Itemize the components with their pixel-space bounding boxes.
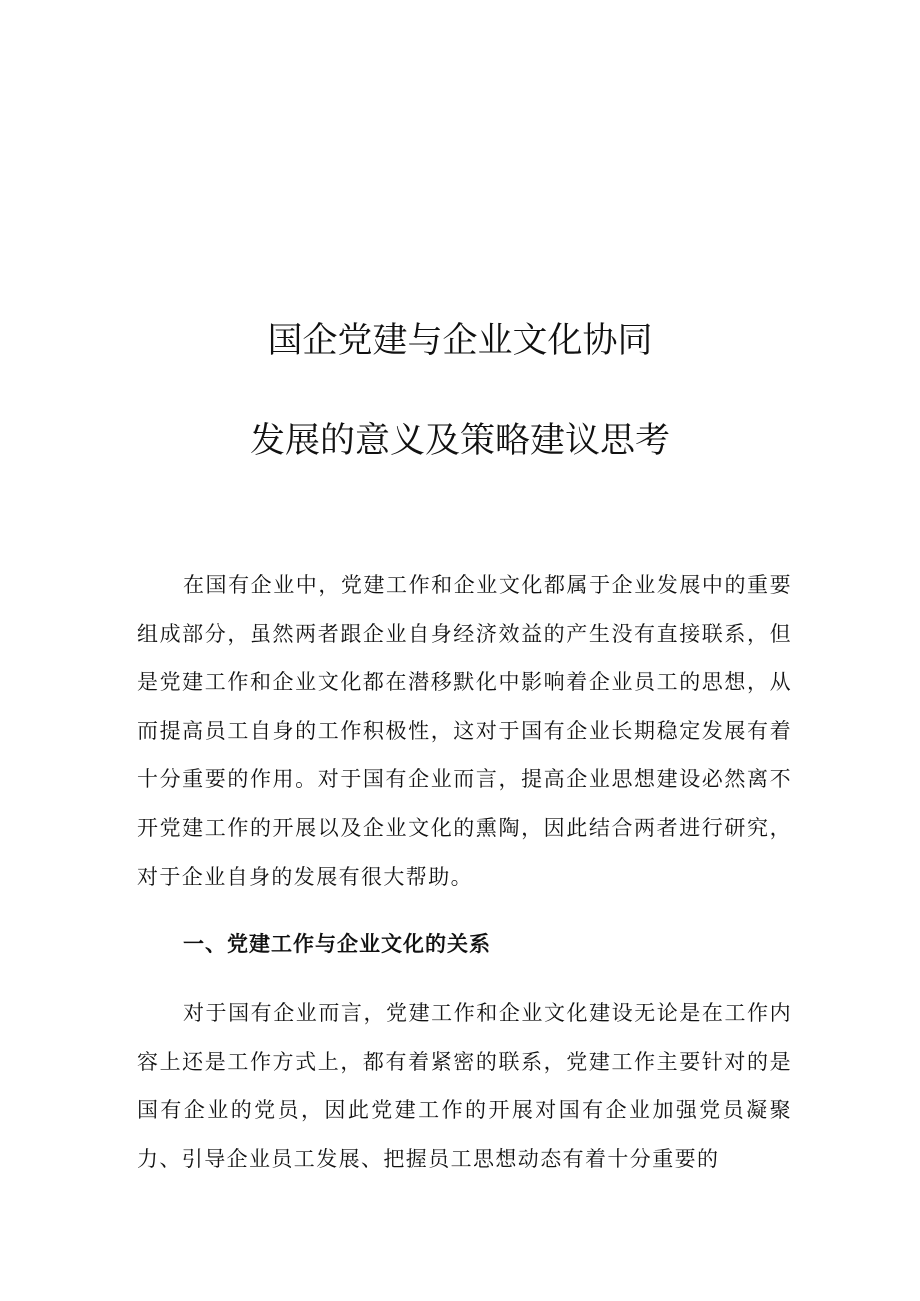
document-title-line-1: 国企党建与企业文化协同 [267, 321, 653, 361]
intro-paragraph: 在国有企业中，党建工作和企业文化都属于企业发展中的重要组成部分，虽然两者跟企业自身经济效益的产生没有直接联系，但是党建工作和企业文化都在潜移默化中影响着企业员工的思想，从而提高员工自身的工作积极性，这对于国有企业长期稳定发展有着十分重要的作用。对于国有企业而言，提高企业思想建设必然离不开党建工作的开展以及企业文化的熏陶，因此结合两者进行研究，对于企业自身的发展有很大帮助。 [137, 573, 792, 889]
section-heading-1: 一、党建工作与企业文化的关系 [183, 932, 491, 956]
document-title-line-2: 发展的意义及策略建议思考 [249, 421, 670, 461]
section-1-paragraph: 对于国有企业而言，党建工作和企业文化建设无论是在工作内容上还是工作方式上，都有着紧密的联系，党建工作主要针对的是国有企业的党员，因此党建工作的开展对国有企业加强党员凝聚力、引导企业员工发展、把握员工思想动态有着十分重要的 [137, 1001, 792, 1171]
